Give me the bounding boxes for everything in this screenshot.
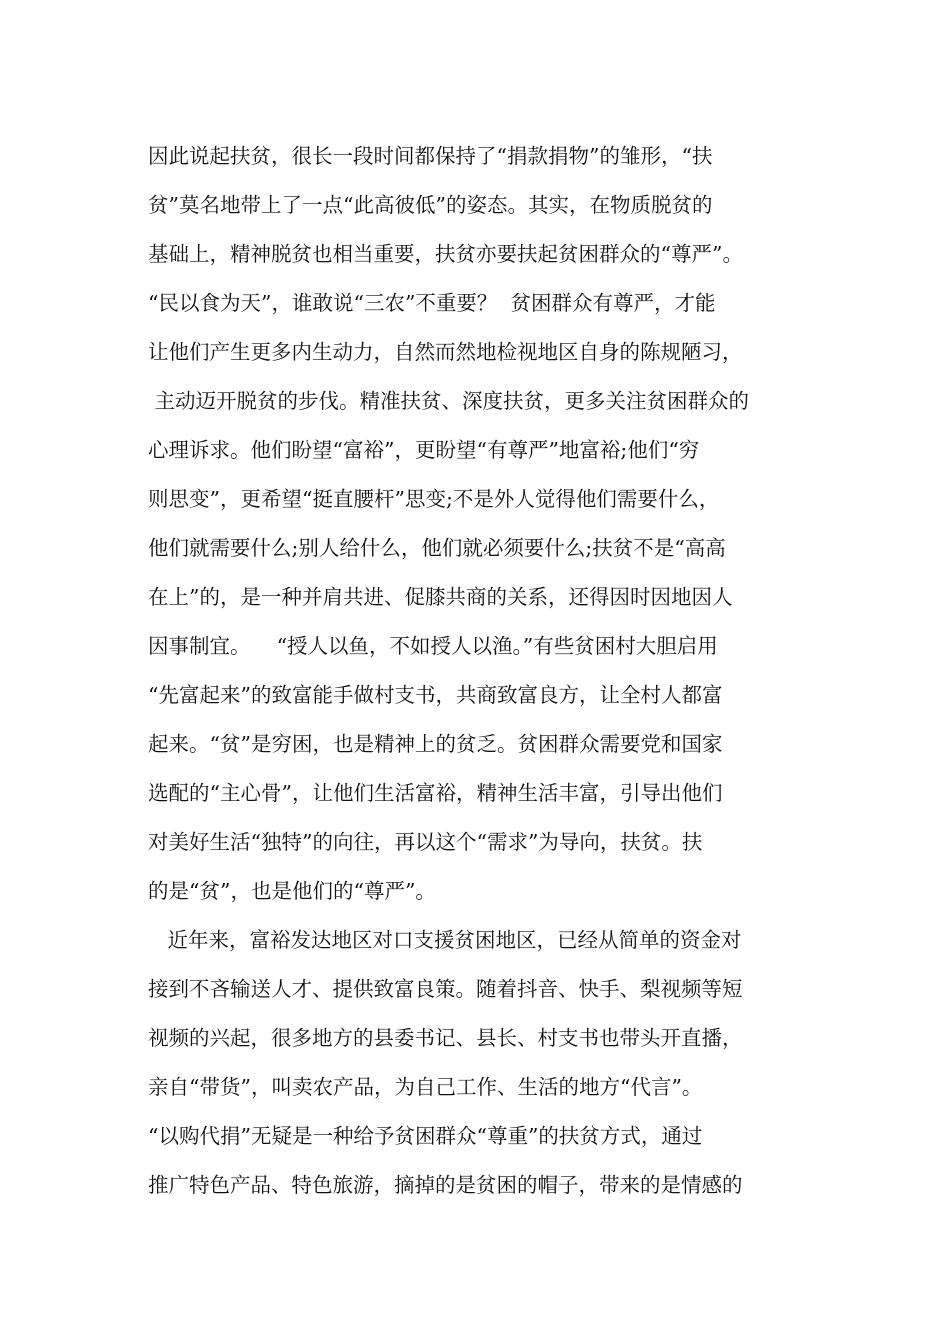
paragraph xyxy=(148,132,808,916)
text-line: 心理诉求。他们盼望“富裕”，更盼望“有尊严”地富裕;他们“穷 xyxy=(148,438,700,462)
text-line: 在上”的，是一种并肩共进、促膝共商的关系，还得因时因地因人 xyxy=(148,585,733,609)
text-line: 接到不吝输送人才、提供致富良策。随着抖音、快手、梨视频等短 xyxy=(148,977,743,1001)
text-line: 主动迈开脱贫的步伐。精准扶贫、深度扶贫，更多关注贫困群众的 xyxy=(148,389,750,413)
text-line: 因事制宜。 “授人以鱼，不如授人以渔。”有些贫困村大胆启用 xyxy=(148,634,718,658)
text-line: 选配的“主心骨”，让他们生活富裕，精神生活丰富，引导出他们 xyxy=(148,781,723,805)
text-line: “先富起来”的致富能手做村支书，共商致富良方，让全村人都富 xyxy=(148,683,723,707)
text-line: “以购代捐”无疑是一种给予贫困群众“尊重”的扶贫方式，通过 xyxy=(148,1124,703,1148)
text-line: 的是“贫”，也是他们的“尊严”。 xyxy=(148,879,436,903)
text-line: 推广特色产品、特色旅游，摘掉的是贫困的帽子，带来的是情感的 xyxy=(148,1173,743,1197)
text-line: 贫”莫名地带上了一点“此高彼低”的姿态。其实，在物质脱贫的 xyxy=(148,193,713,217)
text-line: 他们就需要什么;别人给什么，他们就必须要什么;扶贫不是“高高 xyxy=(148,536,726,560)
text-line: “民以食为天”，谁敢说“三农”不重要？ 贫困群众有尊严，才能 xyxy=(148,291,716,315)
article-body xyxy=(148,132,808,1210)
text-line: 亲自“带货”，叫卖农产品，为自己工作、生活的地方“代言”。 xyxy=(148,1075,703,1099)
text-line: 则思变”，更希望“挺直腰杆”思变;不是外人觉得他们需要什么， xyxy=(148,487,720,511)
text-line: 让他们产生更多内生动力，自然而然地检视地区自身的陈规陋习， xyxy=(148,340,743,364)
text-line: 近年来，富裕发达地区对口支援贫困地区，已经从简单的资金对 xyxy=(148,928,742,952)
text-line: 因此说起扶贫，很长一段时间都保持了“捐款捐物”的雏形，“扶 xyxy=(148,144,713,168)
text-line: 起来。“贫”是穷困，也是精神上的贫乏。贫困群众需要党和国家 xyxy=(148,732,723,756)
text-line: 对美好生活“独特”的向往，再以这个“需求”为导向，扶贫。扶 xyxy=(148,830,703,854)
text-line: 基础上，精神脱贫也相当重要，扶贫亦要扶起贫困群众的“尊严”。 xyxy=(148,242,743,266)
paragraph xyxy=(148,916,808,1210)
text-line: 视频的兴起，很多地方的县委书记、县长、村支书也带头开直播， xyxy=(148,1026,743,1050)
